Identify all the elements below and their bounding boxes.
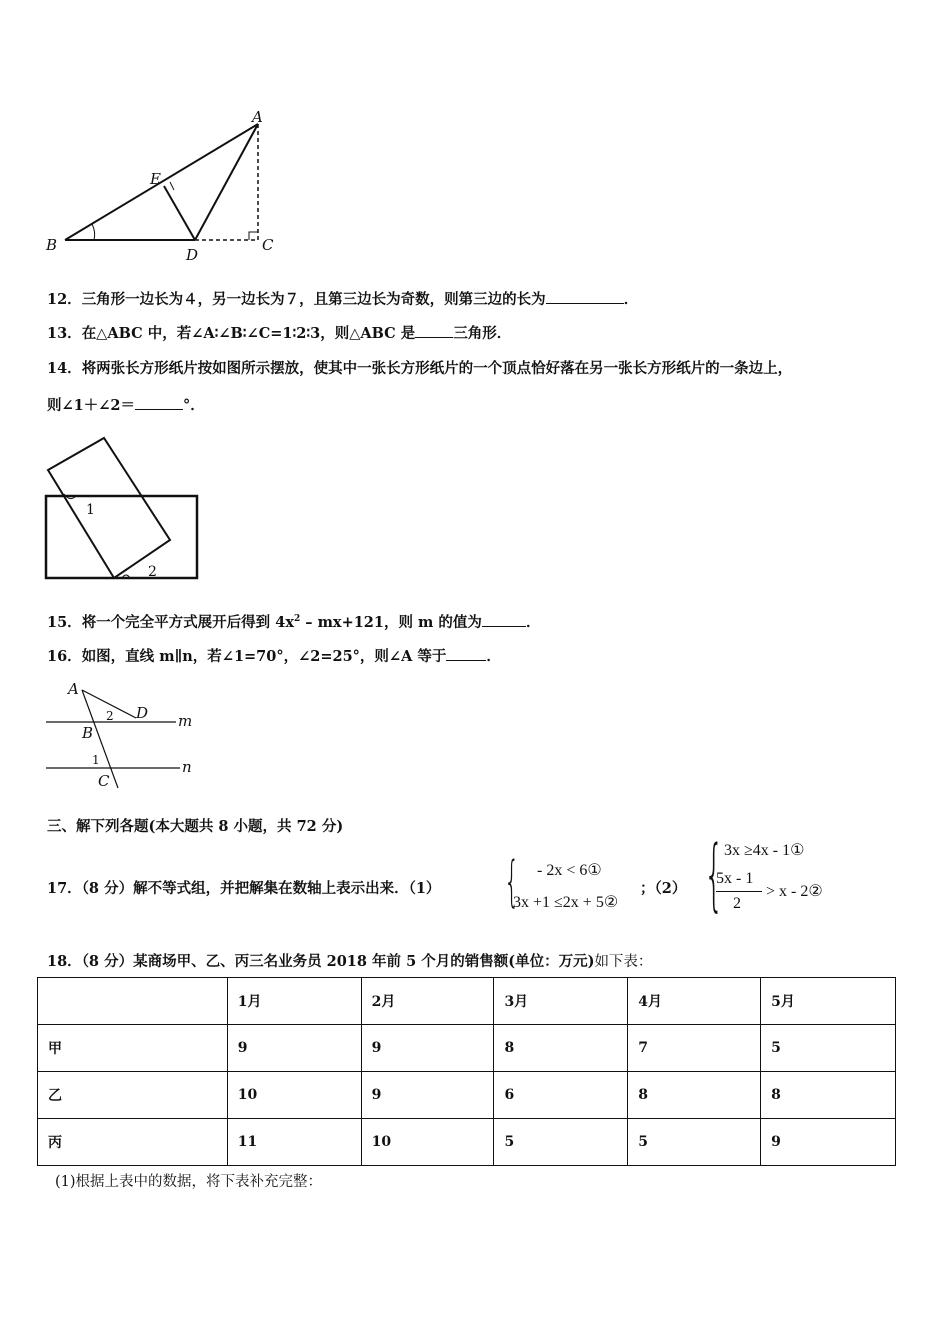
- answer-blank: [482, 612, 526, 627]
- table-cell: 7: [628, 1025, 761, 1072]
- table-header-cell: 2月: [361, 978, 494, 1025]
- label-D: D: [136, 704, 149, 722]
- table-cell: 9: [227, 1025, 361, 1072]
- question-15: 15．将一个完全平方式展开后得到 $4x^2 - mx+121$，则 m 的值为 ．: [47, 614, 541, 631]
- fraction-bar: [716, 891, 762, 892]
- system-1-line-2: 3x +1 ≤2x + 5②: [513, 894, 619, 911]
- system-2-fraction-denominator: 2: [733, 895, 741, 912]
- answer-blank: [446, 646, 486, 661]
- table-cell: 5: [494, 1119, 628, 1166]
- sub-question-note: (1)根据上表中的数据，将下表补充完整：: [55, 1174, 323, 1190]
- section-3-heading: 三、解下列各题(本大题共 8 小题，共 72 分): [47, 818, 344, 835]
- brace-1: {: [504, 850, 520, 913]
- system-2-line-1: 3x ≥4x - 1①: [724, 842, 805, 859]
- table-row: [38, 1072, 896, 1119]
- sales-table: [37, 977, 896, 1166]
- question-17: 17．（8 分）解不等式组，并把解集在数轴上表示出来．（1）: [47, 880, 441, 897]
- system-2-fraction-numerator: 5x - 1: [716, 870, 754, 887]
- question-18: 18．（8 分）某商场甲、乙、丙三名业务员 2018 年前 5 个月的销售额(单位：万元)如下表：: [47, 953, 653, 970]
- angle-1-label: 1: [92, 753, 100, 767]
- question-14: 14．将两张长方形纸片按如图所示摆放，使其中一张长方形纸片的一个顶点恰好落在另一张长方形纸片的一条边上，: [47, 360, 793, 377]
- label-C: C: [262, 236, 274, 254]
- table-cell: 8: [628, 1072, 761, 1119]
- table-cell: 甲: [38, 1025, 228, 1072]
- rectangles-figure: [40, 430, 210, 590]
- table-cell: 乙: [38, 1072, 228, 1119]
- table-cell: 9: [361, 1025, 494, 1072]
- system-2-line-2-rest: > x - 2②: [766, 883, 823, 900]
- label-B: B: [82, 724, 94, 742]
- answer-blank: [546, 289, 624, 304]
- question-12: 12．三角形一边长为４，另一边长为７，且第三边长为奇数，则第三边的长为 ．: [47, 291, 639, 308]
- label-A: A: [252, 108, 263, 126]
- label-D: D: [186, 246, 199, 264]
- triangle-figure: [40, 108, 290, 268]
- angle-2-label: 2: [148, 564, 157, 580]
- brace-2: {: [704, 830, 724, 920]
- angle-1-label: 1: [86, 502, 95, 518]
- system-1-line-1: - 2x < 6①: [537, 862, 602, 879]
- table-cell: 9: [361, 1072, 494, 1119]
- table-cell: 8: [761, 1072, 896, 1119]
- table-row: [38, 1025, 896, 1072]
- table-cell: 9: [761, 1119, 896, 1166]
- table-cell: 丙: [38, 1119, 228, 1166]
- table-header-cell: [38, 978, 228, 1025]
- table-cell: 8: [494, 1025, 628, 1072]
- table-cell: 5: [761, 1025, 896, 1072]
- question-14-line2: 则∠1＋∠2＝ °．: [47, 397, 205, 414]
- label-A: A: [68, 680, 79, 698]
- table-cell: 5: [628, 1119, 761, 1166]
- label-E: E: [150, 170, 161, 188]
- angle-2-label: 2: [106, 709, 114, 723]
- table-cell: 10: [361, 1119, 494, 1166]
- label-C: C: [98, 772, 110, 790]
- label-B: B: [46, 236, 58, 254]
- table-header-cell: 3月: [494, 978, 628, 1025]
- table-cell: 6: [494, 1072, 628, 1119]
- parallel-lines-figure: [40, 680, 210, 792]
- question-17-separator: ；（2）: [640, 880, 687, 897]
- table-cell: 10: [227, 1072, 361, 1119]
- question-16: 16．如图，直线 m∥n，若∠1=70°，∠2=25°，则∠A 等于 ．: [47, 648, 501, 665]
- table-header-cell: 5月: [761, 978, 896, 1025]
- answer-blank: [415, 323, 453, 338]
- table-header-cell: 1月: [227, 978, 361, 1025]
- label-m: m: [178, 712, 193, 730]
- answer-blank: [135, 395, 183, 410]
- table-header-row: [38, 978, 896, 1025]
- table-cell: 11: [227, 1119, 361, 1166]
- table-row: [38, 1119, 896, 1166]
- label-n: n: [182, 758, 192, 776]
- table-header-cell: 4月: [628, 978, 761, 1025]
- question-13: 13．在△ABC 中，若∠A∶∠B∶∠C=1∶2∶3，则△ABC 是 三角形．: [47, 325, 512, 342]
